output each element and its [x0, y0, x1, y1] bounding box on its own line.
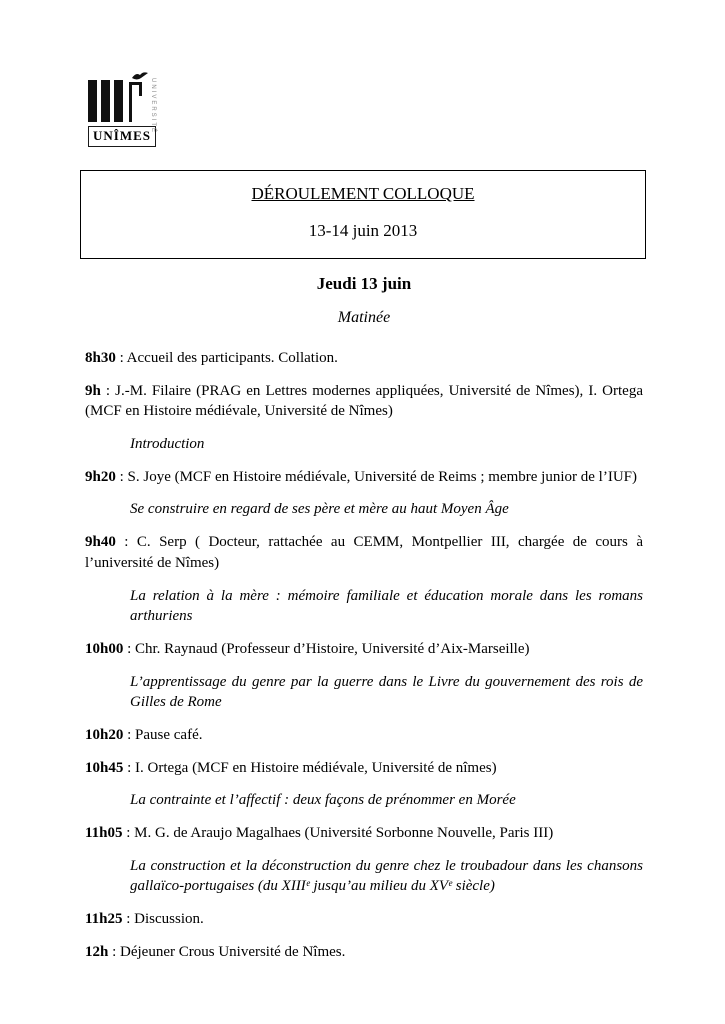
title-box: [80, 170, 646, 259]
entry-time: 10h45: [85, 759, 124, 776]
entry-time: 12h: [85, 943, 109, 960]
schedule-entry: [85, 532, 643, 627]
schedule-entry: [85, 725, 643, 746]
schedule-entry: [85, 467, 643, 520]
entry-line: [85, 381, 643, 422]
entry-line: [85, 823, 643, 844]
schedule-entry: [85, 348, 643, 369]
entry-time: 10h00: [85, 640, 124, 657]
entry-line: [85, 348, 643, 369]
bird-icon: [132, 72, 148, 79]
entry-time: 11h05: [85, 825, 123, 841]
entry-desc: : J.-M. Filaire (PRAG en Lettres modernes appliquées, Université de Nîmes), I. Ortega (MCF en Histoire médiévale, Université de Nîmes): [85, 382, 643, 420]
entry-desc: : C. Serp ( Docteur, rattachée au CEMM, Montpellier III, chargée de cours à l’université de Nîmes): [85, 534, 643, 571]
entry-time: 8h30: [85, 350, 116, 366]
entry-line: [85, 725, 643, 746]
entry-line: [85, 758, 643, 779]
entry-talk-title: Se construire en regard de ses père et mère au haut Moyen Âge: [130, 501, 509, 518]
entry-line: [85, 467, 643, 488]
entry-line: [85, 909, 643, 930]
entry-talk-title: La relation à la mère : mémoire familiale et éducation morale dans les romans arthuriens: [130, 587, 643, 625]
entry-desc: : Pause café.: [123, 726, 203, 743]
entry-desc: : Déjeuner Crous Université de Nîmes.: [108, 943, 346, 960]
entry-talk-title: La contrainte et l’affectif : deux façons de prénommer en Morée: [130, 792, 516, 809]
unimes-logo-vertical-text: UNIVERSITÉ: [150, 78, 156, 135]
unimes-logo-wordmark: UNÎMES: [88, 126, 156, 147]
day-heading: Jeudi 13 juin: [316, 274, 412, 293]
entry-time: 10h20: [85, 726, 124, 743]
session-heading: Matinée: [337, 309, 391, 326]
entry-line: [85, 942, 643, 963]
schedule-entry: [85, 381, 643, 455]
schedule-entry: [85, 758, 643, 811]
entry-time: 9h20: [85, 468, 116, 485]
entry-line: [85, 639, 643, 660]
entry-talk-title: La construction et la déconstruction du genre chez le troubadour dans les chansons gallaïco-portugaises (du XIIIᵉ jusqu’au milieu du XVᵉ siècle): [130, 857, 643, 895]
entry-desc: : I. Ortega (MCF en Histoire médiévale, Université de nîmes): [123, 759, 497, 776]
entry-talk-title: L’apprentissage du genre par la guerre dans le Livre du gouvernement des rois de Gilles de Rome: [130, 673, 643, 711]
entry-desc: : M. G. de Araujo Magalhaes (Université Sorbonne Nouvelle, Paris III): [122, 825, 554, 841]
entry-desc: : S. Joye (MCF en Histoire médiévale, Université de Reims ; membre junior de l’IUF): [115, 468, 637, 485]
schedule-entry: [85, 942, 643, 963]
entry-talk-title: Introduction: [130, 436, 205, 453]
entry-desc: : Accueil des participants. Collation.: [115, 350, 338, 366]
document-content: [85, 274, 643, 974]
unimes-logo: [88, 72, 166, 147]
schedule-entry: [85, 909, 643, 930]
entry-line: [85, 532, 643, 573]
entry-time: 9h: [85, 382, 101, 399]
colloque-title: DÉROULEMENT COLLOQUE: [251, 184, 475, 203]
schedule-entry: [85, 823, 643, 897]
entry-desc: : Chr. Raynaud (Professeur d’Histoire, Université d’Aix-Marseille): [123, 640, 530, 657]
colloque-dates: 13-14 juin 2013: [308, 221, 418, 240]
unimes-logo-mark: [88, 72, 148, 124]
entry-time: 9h40: [85, 534, 116, 551]
schedule-list: [85, 348, 643, 962]
entry-desc: : Discussion.: [122, 911, 204, 928]
schedule-entry: [85, 639, 643, 713]
entry-time: 11h25: [85, 911, 123, 928]
